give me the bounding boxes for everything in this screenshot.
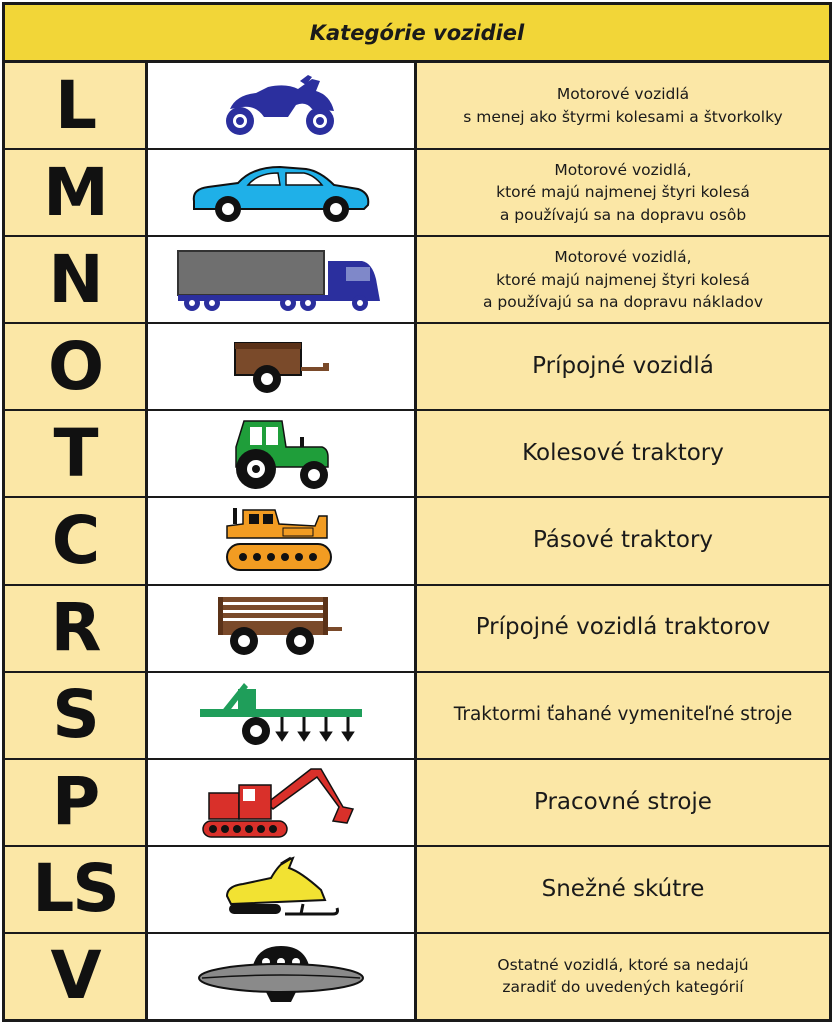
category-icon-cell (148, 411, 417, 496)
category-icon-cell (148, 673, 417, 758)
category-icon-cell (148, 760, 417, 845)
category-code: R (5, 586, 148, 671)
category-row-m (5, 150, 829, 237)
category-icon-cell (148, 237, 417, 322)
category-code: S (5, 673, 148, 758)
category-code: N (5, 237, 148, 322)
category-description: Snežné skútre (417, 847, 829, 932)
table-title: Kategórie vozidiel (309, 20, 525, 45)
category-rows (5, 63, 829, 1019)
category-description: Pracovné stroje (417, 760, 829, 845)
category-icon-cell (148, 847, 417, 932)
category-icon-cell (148, 324, 417, 409)
category-row-n (5, 237, 829, 324)
excavator-icon (201, 763, 361, 841)
category-row-ls (5, 847, 829, 934)
category-description: Kolesové traktory (417, 411, 829, 496)
crawler-tractor-icon (223, 504, 339, 578)
motorcycle-icon (216, 71, 346, 141)
wheeled-tractor-icon (226, 417, 336, 491)
category-icon-cell (148, 150, 417, 235)
ufo-icon (196, 942, 366, 1010)
car-icon (188, 161, 374, 225)
tractor-trailer-icon (216, 595, 346, 661)
category-row-r (5, 586, 829, 673)
category-code: O (5, 324, 148, 409)
category-description: Pásové traktory (417, 498, 829, 583)
category-row-l (5, 63, 829, 150)
truck-icon (176, 245, 386, 315)
category-description: Ostatné vozidlá, ktoré sa nedajú zaradiť do uvedených kategórií (417, 934, 829, 1019)
category-icon-cell (148, 586, 417, 671)
category-row-v (5, 934, 829, 1019)
category-code: T (5, 411, 148, 496)
category-description: Motorové vozidlá, ktoré majú najmenej štyri kolesá a používajú sa na dopravu nákladov (417, 237, 829, 322)
category-code: P (5, 760, 148, 845)
category-row-s (5, 673, 829, 760)
category-row-p (5, 760, 829, 847)
towed-implement-icon (198, 679, 364, 751)
snowmobile-icon (221, 856, 341, 922)
category-row-o (5, 324, 829, 411)
category-icon-cell (148, 63, 417, 148)
category-code: V (5, 934, 148, 1019)
category-row-c (5, 498, 829, 585)
category-code: C (5, 498, 148, 583)
category-icon-cell (148, 934, 417, 1019)
category-code: L (5, 63, 148, 148)
category-description: Motorové vozidlá s menej ako štyrmi kolesami a štvorkolky (417, 63, 829, 148)
vehicle-categories-table (2, 2, 832, 1022)
category-description: Traktormi ťahané vymeniteľné stroje (417, 673, 829, 758)
category-row-t (5, 411, 829, 498)
category-icon-cell (148, 498, 417, 583)
category-description: Motorové vozidlá, ktoré majú najmenej štyri kolesá a používajú sa na dopravu osôb (417, 150, 829, 235)
trailer-icon (231, 339, 331, 395)
category-description: Prípojné vozidlá (417, 324, 829, 409)
category-code: M (5, 150, 148, 235)
table-header (5, 5, 829, 63)
category-description: Prípojné vozidlá traktorov (417, 586, 829, 671)
category-code: LS (5, 847, 148, 932)
